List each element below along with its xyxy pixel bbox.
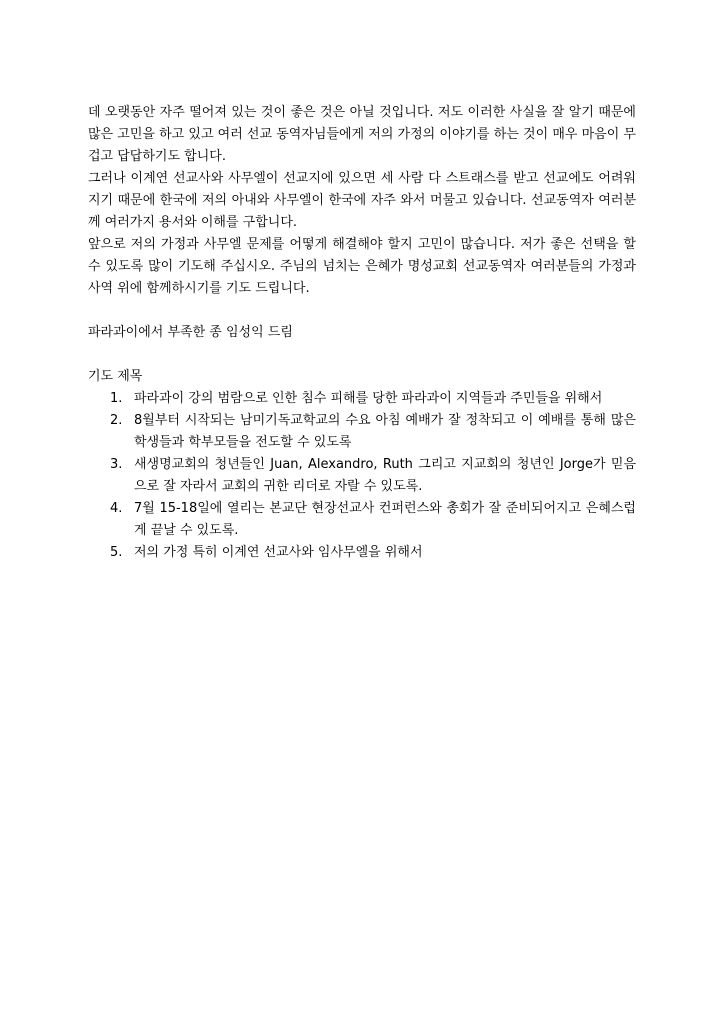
prayer-item-number: 1. (110, 391, 123, 406)
prayer-item-1 (88, 388, 636, 410)
prayer-item-text: 저의 가정 특히 이계연 선교사와 임사무엘을 위해서 (134, 545, 423, 560)
prayer-item-number: 4. (110, 501, 123, 516)
prayer-item-3 (88, 454, 636, 498)
prayer-item-number: 2. (110, 413, 123, 428)
prayer-list (88, 388, 636, 564)
document-page (88, 102, 636, 564)
signature-line: 파라과이에서 부족한 종 임성익 드림 (88, 325, 293, 340)
prayer-item-text: 새생명교회의 청년들인 Juan, Alexandro, Ruth 그리고 지교회의 청년인 Jorge가 믿음으로 잘 자라서 교회의 귀한 리더로 자랄 수 있도록. (134, 457, 636, 494)
body-paragraph-1: 데 오랫동안 자주 떨어져 있는 것이 좋은 것은 아닐 것입니다. 저도 이러한 사실을 잘 알기 때문에 많은 고민을 하고 있고 여러 선교 동역자님들에게 저의 가정의 이야기를 하는 것이 매우 마음이 무겁고 답답하기도 합니다. (88, 105, 636, 164)
prayer-item-text: 파라과이 강의 범람으로 인한 침수 피해를 당한 파라과이 지역들과 주민들을 위해서 (134, 391, 603, 406)
prayer-item-5 (88, 542, 636, 564)
body-paragraph-3: 앞으로 저의 가정과 사무엘 문제를 어떻게 해결해야 할지 고민이 많습니다. 저가 좋은 선택을 할 수 있도록 많이 기도해 주십시오. 주님의 넘치는 은혜가 명성교회 선교동역자 여러분들의 가정과 사역 위에 함께하시기를 기도 드립니다. (88, 237, 636, 296)
prayer-item-number: 5. (110, 545, 123, 560)
prayer-item-number: 3. (110, 457, 123, 472)
prayer-title: 기도 제목 (88, 369, 143, 384)
prayer-item-text: 7월 15-18일에 열리는 본교단 현장선교사 컨퍼런스와 총회가 잘 준비되어지고 은혜스럽게 끝날 수 있도록. (134, 501, 636, 538)
prayer-item-text: 8월부터 시작되는 남미기독교학교의 수요 아침 예배가 잘 정착되고 이 예배를 통해 많은 학생들과 학부모들을 전도할 수 있도록 (134, 413, 636, 450)
prayer-item-2 (88, 410, 636, 454)
prayer-item-4 (88, 498, 636, 542)
body-paragraph-2: 그러나 이계연 선교사와 사무엘이 선교지에 있으면 세 사람 다 스트래스를 받고 선교에도 어려워지기 때문에 한국에 저의 아내와 사무엘이 한국에 자주 와서 머물고 있습니다. 선교동역자 여러분께 여러가지 용서와 이해를 구합니다. (88, 171, 636, 230)
